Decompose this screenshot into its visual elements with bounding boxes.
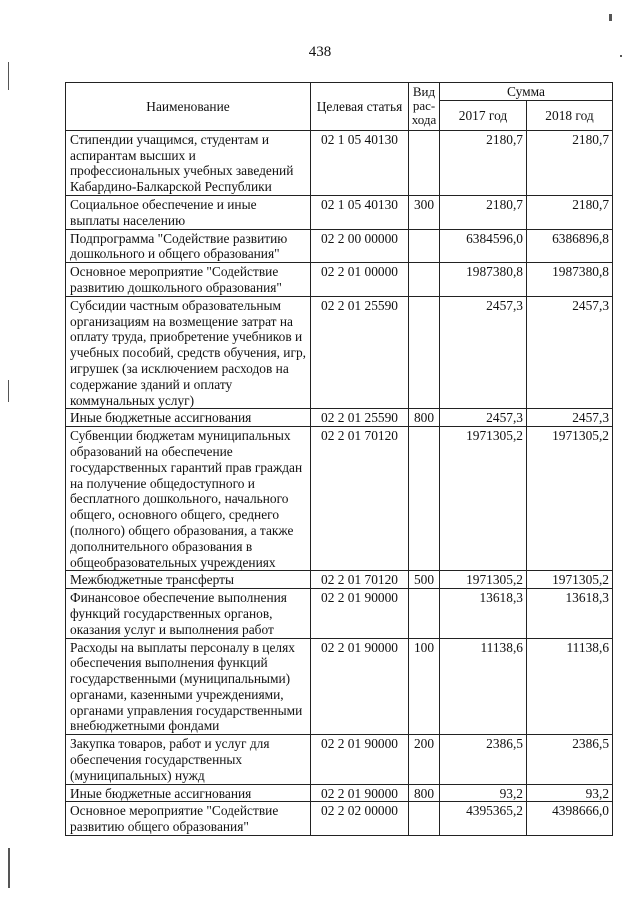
- row-code: 02 2 01 70120: [311, 427, 409, 571]
- row-name: Субсидии частным образовательным организациям на возмещение затрат на оплату труда, приобретение учебников и учебных пособий, средств обучения, игр, игрушек (за исключением расходов на содержание зданий и оплату коммунальных услуг): [66, 296, 311, 409]
- row-sum-2018: 2457,3: [527, 409, 613, 427]
- row-name: Подпрограмма "Содействие развитию дошкольного и общего образования": [66, 229, 311, 263]
- row-type: 500: [409, 571, 440, 589]
- row-type: 800: [409, 784, 440, 802]
- row-type: [409, 802, 440, 836]
- table-row: [66, 427, 613, 571]
- row-type: [409, 229, 440, 263]
- row-name: Закупка товаров, работ и услуг для обеспечения государственных (муниципальных) нужд: [66, 735, 311, 784]
- row-sum-2018: 2457,3: [527, 296, 613, 409]
- table-row: [66, 195, 613, 229]
- row-code: 02 2 01 90000: [311, 735, 409, 784]
- row-sum-2018: 1971305,2: [527, 571, 613, 589]
- row-sum-2017: 2386,5: [440, 735, 527, 784]
- row-sum-2018: 93,2: [527, 784, 613, 802]
- row-name: Иные бюджетные ассигнования: [66, 784, 311, 802]
- row-name: Субвенции бюджетам муниципальных образований на обеспечение государственных гарантий прав граждан на получение общедоступного и бесплатного дошкольного, начального общего, основного общего, среднего (полного) общего образования, а также дополнительного образования в общеобразовательных учреждениях: [66, 427, 311, 571]
- row-code: 02 2 00 00000: [311, 229, 409, 263]
- row-code: 02 1 05 40130: [311, 195, 409, 229]
- row-name: Основное мероприятие "Содействие развитию дошкольного образования": [66, 263, 311, 297]
- table-row: [66, 229, 613, 263]
- scan-mark-top: [8, 62, 9, 90]
- scan-mark-bottom: [8, 848, 10, 888]
- row-type: [409, 263, 440, 297]
- table-row: [66, 130, 613, 195]
- header-code: Целевая статья: [311, 83, 409, 131]
- table-row: [66, 296, 613, 409]
- row-type: 800: [409, 409, 440, 427]
- table-row: [66, 735, 613, 784]
- row-sum-2018: 2180,7: [527, 130, 613, 195]
- row-type: [409, 427, 440, 571]
- table-row: [66, 409, 613, 427]
- table-row: [66, 263, 613, 297]
- row-sum-2017: 11138,6: [440, 638, 527, 735]
- row-sum-2018: 11138,6: [527, 638, 613, 735]
- row-code: 02 2 01 90000: [311, 638, 409, 735]
- row-code: 02 1 05 40130: [311, 130, 409, 195]
- row-name: Иные бюджетные ассигнования: [66, 409, 311, 427]
- row-sum-2018: 6386896,8: [527, 229, 613, 263]
- row-sum-2018: 2180,7: [527, 195, 613, 229]
- row-name: Межбюджетные трансферты: [66, 571, 311, 589]
- row-code: 02 2 01 90000: [311, 589, 409, 638]
- row-sum-2018: 13618,3: [527, 589, 613, 638]
- row-sum-2017: 1971305,2: [440, 427, 527, 571]
- row-type: [409, 130, 440, 195]
- row-code: 02 2 01 70120: [311, 571, 409, 589]
- table-row: [66, 571, 613, 589]
- row-name: Финансовое обеспечение выполнения функций государственных органов, оказания услуг и выполнения работ: [66, 589, 311, 638]
- row-sum-2018: 2386,5: [527, 735, 613, 784]
- budget-table: [65, 82, 613, 836]
- scan-mark-corner: [609, 14, 612, 21]
- row-type: 300: [409, 195, 440, 229]
- row-sum-2018: 1987380,8: [527, 263, 613, 297]
- row-sum-2018: 1971305,2: [527, 427, 613, 571]
- row-sum-2017: 1971305,2: [440, 571, 527, 589]
- row-name: Расходы на выплаты персоналу в целях обеспечения выполнения функций государственными (муниципальными) органами, казенными учреждениями, органами управления государственными внебюджетными фондами: [66, 638, 311, 735]
- row-type: [409, 296, 440, 409]
- row-sum-2017: 4395365,2: [440, 802, 527, 836]
- header-type: Вид рас-хода: [409, 83, 440, 131]
- header-year-2018: 2018 год: [527, 100, 613, 130]
- scan-mark-middle: [8, 380, 9, 402]
- header-sum: Сумма: [440, 83, 613, 101]
- header-year-2017: 2017 год: [440, 100, 527, 130]
- table-row: [66, 589, 613, 638]
- row-code: 02 2 02 00000: [311, 802, 409, 836]
- row-sum-2017: 2180,7: [440, 130, 527, 195]
- header-name: Наименование: [66, 83, 311, 131]
- row-name: Социальное обеспечение и иные выплаты населению: [66, 195, 311, 229]
- table-row: [66, 802, 613, 836]
- row-sum-2017: 2457,3: [440, 296, 527, 409]
- row-code: 02 2 01 25590: [311, 296, 409, 409]
- row-code: 02 2 01 25590: [311, 409, 409, 427]
- row-sum-2018: 4398666,0: [527, 802, 613, 836]
- row-sum-2017: 6384596,0: [440, 229, 527, 263]
- row-type: 100: [409, 638, 440, 735]
- table-row: [66, 784, 613, 802]
- page-number: 438: [308, 44, 332, 60]
- row-type: 200: [409, 735, 440, 784]
- row-sum-2017: 13618,3: [440, 589, 527, 638]
- scan-mark-dot: [620, 55, 622, 57]
- row-sum-2017: 93,2: [440, 784, 527, 802]
- row-code: 02 2 01 00000: [311, 263, 409, 297]
- row-sum-2017: 2457,3: [440, 409, 527, 427]
- row-sum-2017: 1987380,8: [440, 263, 527, 297]
- row-type: [409, 589, 440, 638]
- table-row: [66, 638, 613, 735]
- row-sum-2017: 2180,7: [440, 195, 527, 229]
- row-name: Стипендии учащимся, студентам и аспирантам высших и профессиональных учебных заведений Кабардино-Балкарской Республики: [66, 130, 311, 195]
- row-name: Основное мероприятие "Содействие развитию общего образования": [66, 802, 311, 836]
- header-row-top: [66, 83, 613, 101]
- row-code: 02 2 01 90000: [311, 784, 409, 802]
